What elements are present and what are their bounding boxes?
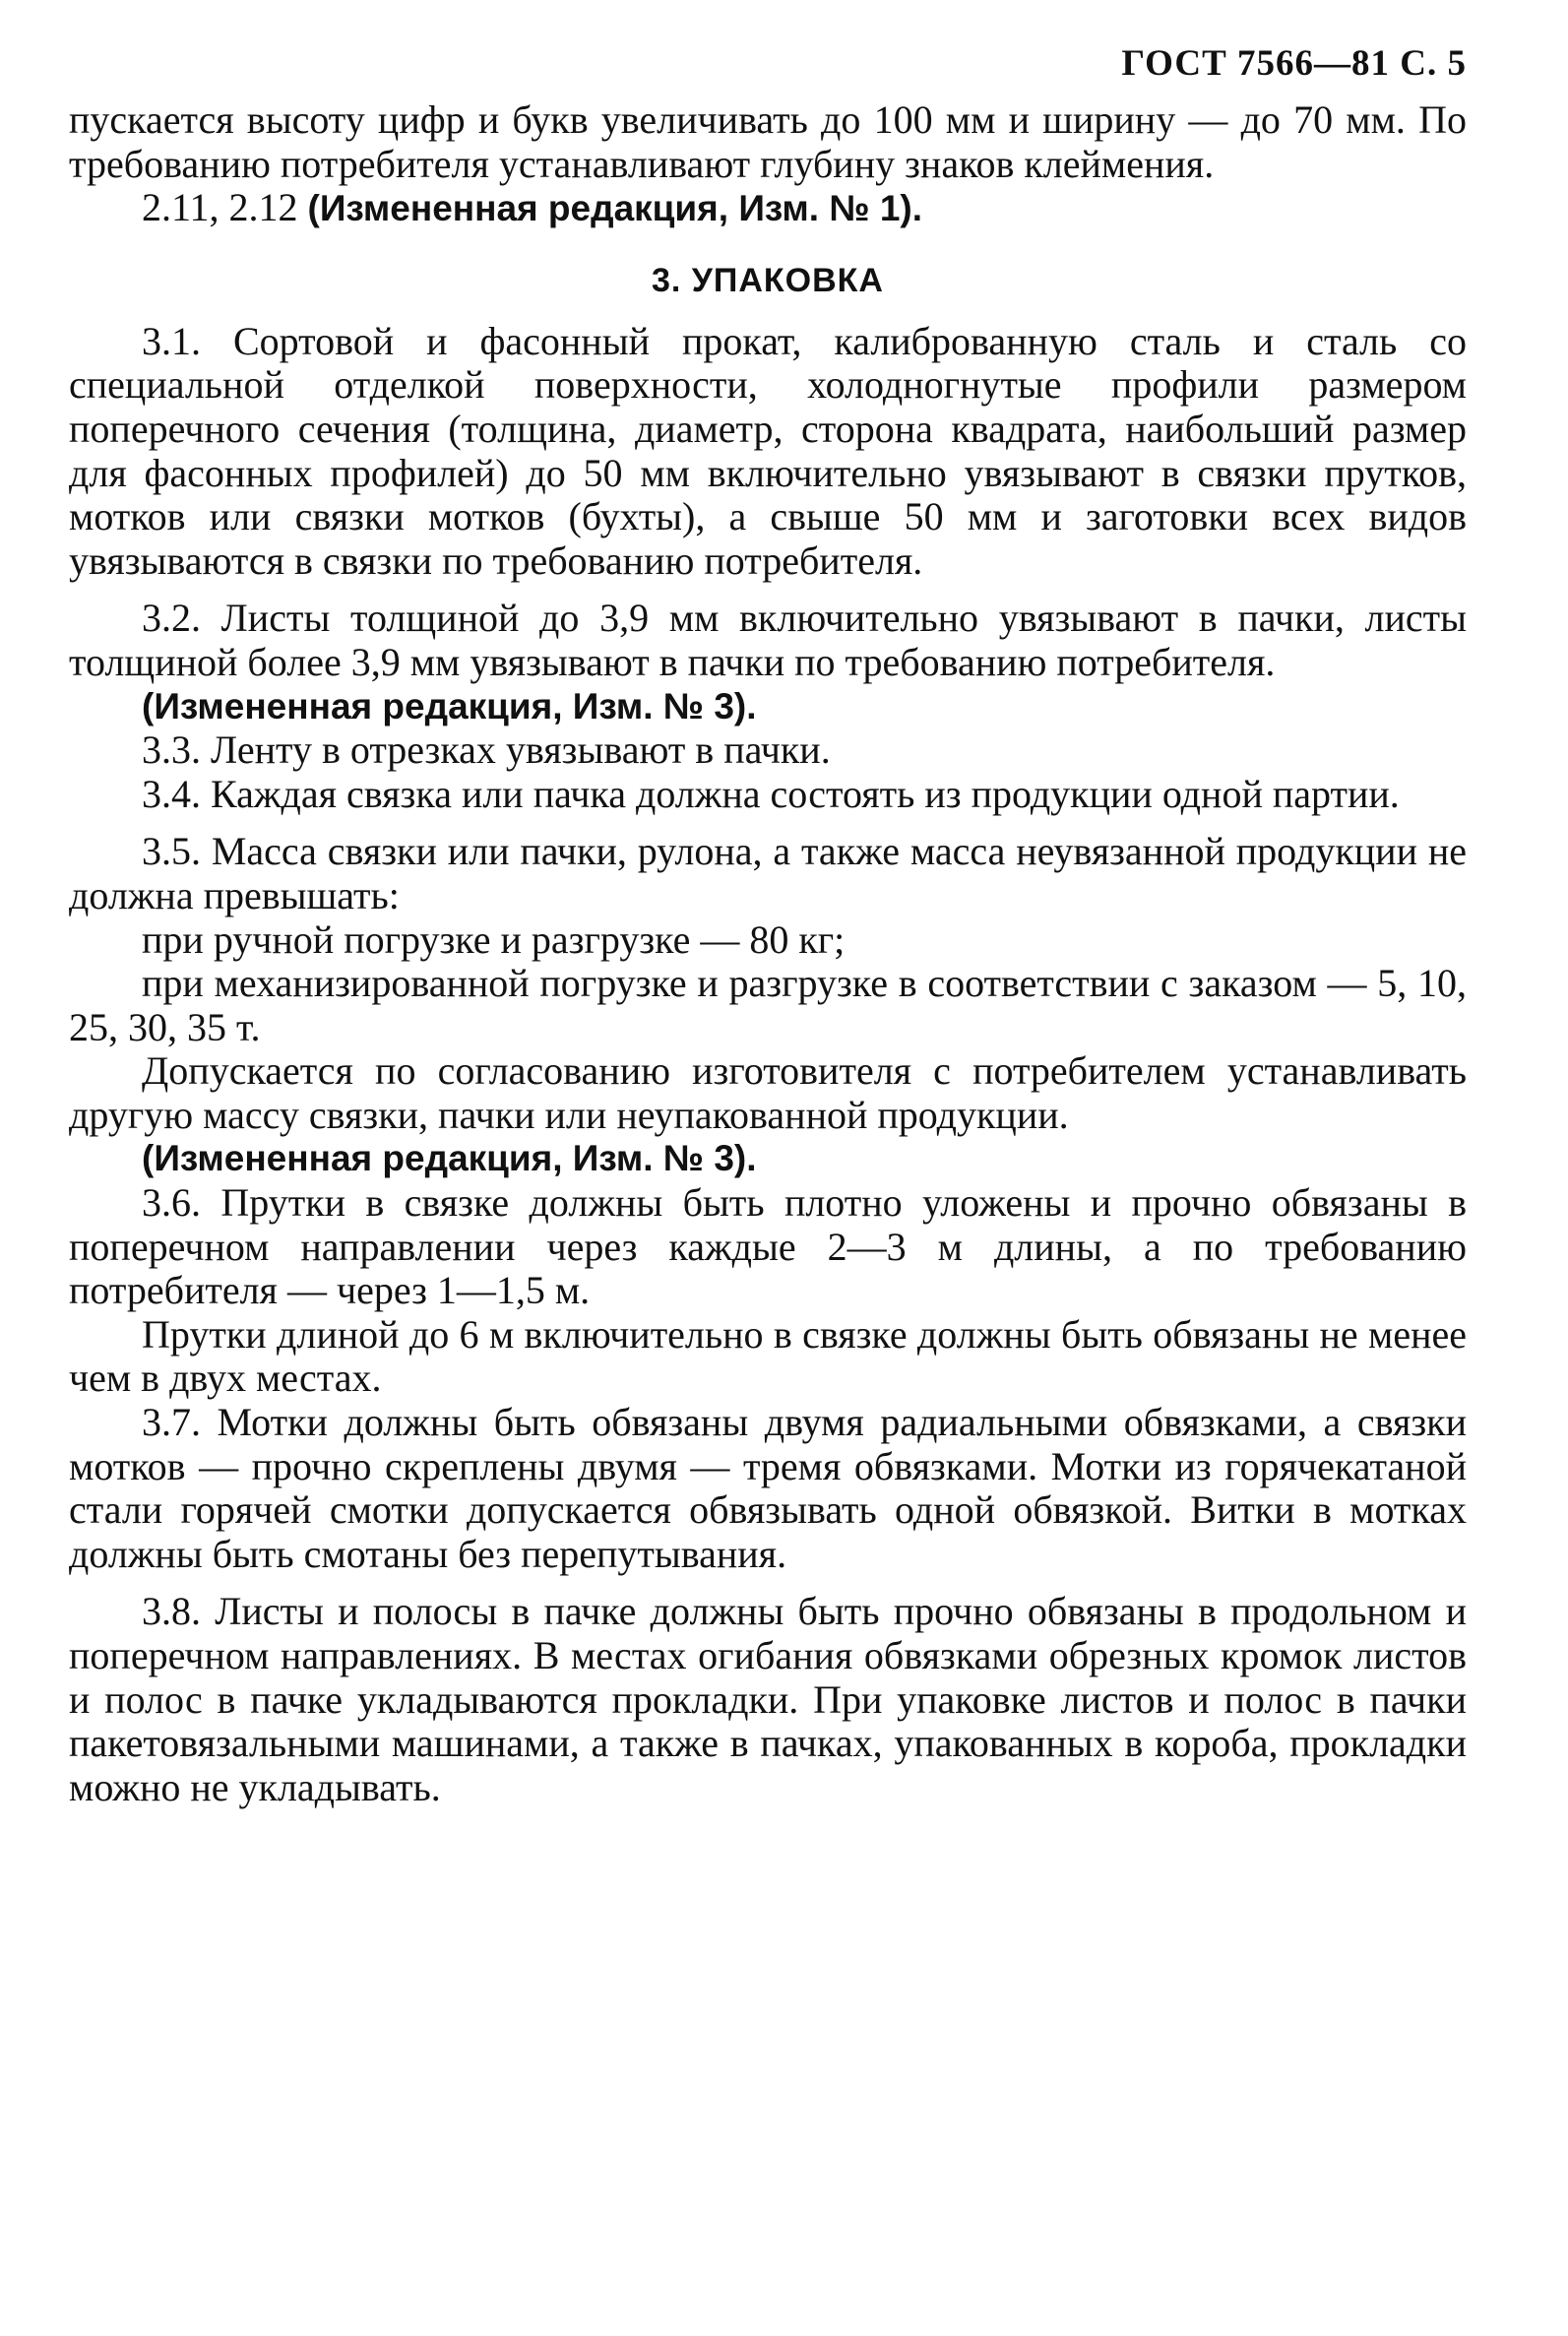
paragraph-3-5: 3.5. Масса связки или пачки, рулона, а также масса неувязанной продукции не должна превышать:	[69, 829, 1467, 917]
paragraph-3-4: 3.4. Каждая связка или пачка должна состоять из продукции одной партии.	[142, 771, 1400, 816]
intro-paragraph: пускается высоту цифр и букв увеличивать до 100 мм и ширину — до 70 мм. По требованию потребителя устанавливают глубину знаков клеймения.	[69, 97, 1467, 186]
paragraph-3-5-allowed: Допускается по согласованию изготовителя с потребителем устанавливать другую массу связки, пачки или неупакованной продукции.	[69, 1048, 1467, 1137]
paragraph-3-7: 3.7. Мотки должны быть обвязаны двумя радиальными обвязками, а связки мотков — прочно скреплены двумя — тремя обвязками. Мотки из горячекатаной стали горячей смотки допускается обвязывать одной обвязкой. Витки в мотках должны быть смотаны без перепутывания.	[69, 1400, 1467, 1576]
paragraph-3-3: 3.3. Ленту в отрезках увязывают в пачки.	[142, 727, 831, 773]
paragraph-3-8: 3.8. Листы и полосы в пачке должны быть прочно обвязаны в продольном и поперечном направлениях. В местах огибания обвязками обрезных кромок листов и полос в пачке укладываются прокладки. При упаковке листов и полос в пачки пакетовязальными машинами, а также в пачках, упакованных в короба, прокладки можно не укладывать.	[69, 1589, 1467, 1809]
paragraph-3-2: 3.2. Листы толщиной до 3,9 мм включительно увязывают в пачки, листы толщиной более 3,9 мм увязывают в пачки по требованию потребителя.	[69, 596, 1467, 684]
paragraph-3-6: 3.6. Прутки в связке должны быть плотно уложены и прочно обвязаны в поперечном направлении через каждые 2—3 м длины, а по требованию потребителя — через 1—1,5 м.	[69, 1180, 1467, 1313]
paragraph-3-6-b: Прутки длиной до 6 м включительно в связке должны быть обвязаны не менее чем в двух местах.	[69, 1311, 1467, 1401]
amendment-3-2: (Измененная редакция, Изм. № 3).	[142, 685, 757, 726]
running-header: ГОСТ 7566—81 С. 5	[1121, 43, 1467, 84]
amendment-3-5: (Измененная редакция, Изм. № 3).	[142, 1138, 757, 1179]
amendment-2-11-note: (Измененная редакция, Изм. № 1).	[307, 188, 923, 229]
paragraph-3-5-mechanized: при механизированной погрузке и разгрузке в соответствии с заказом — 5, 10, 25, 30, 35 т.	[69, 961, 1467, 1049]
document-page	[69, 39, 1467, 2294]
section-title: 3. УПАКОВКА	[651, 261, 884, 299]
paragraph-3-5-manual: при ручной погрузке и разгрузке — 80 кг;	[142, 916, 846, 962]
amendment-2-11-line	[69, 186, 1467, 231]
paragraph-3-1: 3.1. Сортовой и фасонный прокат, калиброванную сталь и сталь со специальной отделкой поверхности, холодногнутые профили размером поперечного сечения (толщина, диаметр, сторона квадрата, наибольший размер для фасонных профилей) до 50 мм включительно увязывают в связки прутков, мотков или связки мотков (бухты), а свыше 50 мм и заготовки всех видов увязываются в связки по требованию потребителя.	[69, 318, 1467, 583]
amendment-2-11-numbers: 2.11, 2.12	[142, 185, 298, 230]
